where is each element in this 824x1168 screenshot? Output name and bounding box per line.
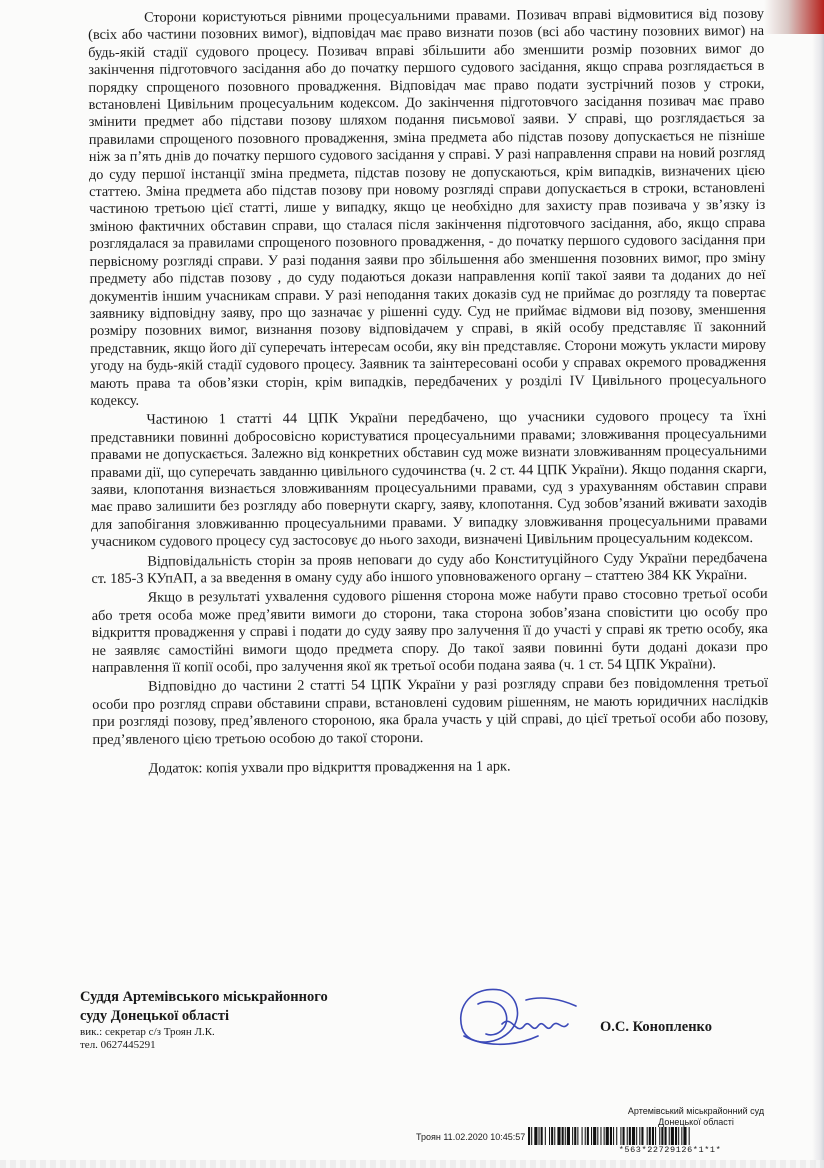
barcode-bar (587, 1127, 589, 1145)
barcode-bar (623, 1127, 625, 1145)
barcode-bar (591, 1127, 592, 1145)
barcode-bar (620, 1127, 621, 1145)
footer-user-stamp: Троян 11.02.2020 10:45:57 (416, 1132, 526, 1142)
barcode-bar (582, 1127, 583, 1145)
paragraph-2: Частиною 1 статті 44 ЦПК України передбачено, що учасники судового процесу та їхні представники повинні добросовісно користуватися процесуальними правами; зловживання процесуальними правами не допускається. Залежно від конкретних обставин суд може визнати зловживанням процесуальними правами дії, що суперечать завданню цивільного судочинства (ч. 2 ст. 44 ЦПК України). Якщо подання скарги, заяви, клопотання визнається зловживанням процесуальними правами, суд з урахуванням обставин справи має право залишити без розгляду або повернути скаргу, заяву, клопотання. Суд зобов’язаний вживати заходів для запобігання зловживанню процесуальними правами. У випадку зловживання процесуальними правами учасником судового процесу суд застосовує до нього заходи, визначені Цивільним процесуальним кодексом. (90, 408, 768, 551)
barcode-bar (539, 1127, 540, 1145)
barcode-bar (554, 1127, 555, 1145)
barcode-bar (616, 1127, 617, 1145)
barcode-bar (600, 1127, 601, 1145)
barcode-bar (671, 1127, 674, 1145)
barcode-bar (606, 1127, 609, 1145)
barcode-bar (574, 1127, 576, 1145)
barcode-bar (541, 1127, 543, 1145)
barcode-bar (597, 1127, 598, 1145)
barcode-bar (572, 1127, 573, 1145)
barcode-bar (652, 1127, 654, 1145)
scan-edge-right (812, 0, 824, 1168)
barcode-bar (636, 1127, 637, 1145)
barcode-bar (641, 1127, 643, 1145)
barcode-bar (647, 1127, 648, 1145)
footer-court-stamp (588, 1106, 804, 1128)
barcode-icon (528, 1127, 800, 1145)
footer-court-line2: Донецької області (658, 1117, 734, 1127)
barcode-bar (649, 1127, 651, 1145)
barcode-bar (549, 1127, 550, 1145)
barcode-bar (565, 1127, 566, 1145)
paragraph-1: Сторони користуються рівними процесуальними правами. Позивач вправі відмовитися від позову (всіх або частини позовних вимог), відповідач має право визнати позов (всі або частину позовних вимог) на будь-якій стадії судового процесу. Позивач вправі збільшити або зменшити розмір позовних вимог до закінчення підготовчого засідання або до початку першого судового засідання, якщо справа розглядається в порядку спрощеного позовного провадження. Відповідач має право подати зустрічний позов у строки, встановлені Цивільним процесуальним кодексом. До закінчення підготовчого засідання позивач має право змінити предмет або підстави позову шляхом подання письмової заяви. У справі, що розглядається за правилами спрощеного позовного провадження, зміна предмета або підстав позову допускається не пізніше ніж за п’ять днів до початку першого судового засідання у справі. У разі направлення справи на новий розгляд до суду першої інстанції зміна предмета, підстав позову не допускаються, крім випадків, визначених цією статтею. Зміна предмета або підстав позову при новому розгляді справи допускається в строки, встановлені частиною третьою цієї статті, лише у випадку, якщо це необхідно для захисту прав позивача у зв’язку із зміною фактичних обставин справи, що сталася після закінчення підготовчого засідання, або, якщо справа розглядалася за правилами спрощеного позовного провадження, - до початку першого судового засідання при первісному розгляді справи. У разі подання заяви про збільшення або зменшення позовних вимог, про зміну предмету або підстав позову , до суду подаються докази направлення копії такої заяви та доданих до неї документів іншим учасникам справи. У разі неподання таких доказів суд не приймає до розгляду та повертає заявнику відповідну заяву, про що зазначає у рішенні суду. Суд не приймає відмови від позову, зменшення розміру позовних вимог, визнання позову відповідачем у справі, в якій особу представляє її законний представник, якщо його дії суперечать інтересам особи, яку він представляє. Сторони можуть укласти мирову угоду на будь-якій стадії судового процесу. Заявник та заінтересовані особи у справах окремого провадження мають права та обов’язки сторін, крім випадків, передбачених у розділі IV Цивільного процесуального кодексу. (88, 5, 767, 409)
barcode-bar (613, 1127, 614, 1145)
judge-title-line2: суду Донецької області (80, 1008, 230, 1024)
paragraph-5: Відповідно до частини 2 статті 54 ЦПК України у разі розгляду справи без повідомлення третьої особи про розгляд справи обставини справи, встановлені судовим рішенням, не мають юридичних наслідків при розгляді позову, пред’явленого стороною, яка брала участь у цій справі, до цієї третьої особи або позову, пред’явленого цією третьою особою до такої сторони. (92, 675, 769, 748)
barcode-bar (604, 1127, 605, 1145)
phone-line: тел. 0627445291 (80, 1039, 156, 1051)
barcode-bar (551, 1127, 553, 1145)
scan-edge-bottom (0, 1160, 824, 1168)
appendix-line: Додаток: копія ухвали про відкриття провадження на 1 арк. (148, 758, 511, 777)
barcode-bar (528, 1127, 530, 1145)
signature-block (80, 988, 780, 1068)
barcode-bar (639, 1127, 640, 1145)
barcode-bar (610, 1127, 612, 1145)
barcode-code: *563*22729126*1*1* (618, 1145, 722, 1155)
barcode-bar (655, 1127, 656, 1145)
barcode-bar (669, 1127, 670, 1145)
barcode-bar (632, 1127, 635, 1145)
barcode-bar (577, 1127, 578, 1145)
barcode-bar (557, 1127, 560, 1145)
paragraph-4: Якщо в результаті ухвалення судового рішення сторона може набути право стосовно третьої особи або третя особа може пред’явити вимоги до сторони, така сторона зобов’язана сповістити цю особу про відкриття провадження у справі і подати до суду заяву про залучення її до участі у справі як третю особу, яка не заявляє самостійні вимоги щодо предмета спору. До такої заяви повинні бути додані докази про направлення її копії особі, про залучення якої як третьої особи подана заява (ч. 1 ст. 54 ЦПК України). (91, 586, 768, 677)
barcode-bar (545, 1127, 546, 1145)
barcode-bar (627, 1127, 628, 1145)
paragraph-3: Відповідальність сторін за прояв неповаги до суду або Конституційного Суду України передбачена ст. 185-3 КУпАП, а за введення в оману суду або іншого уповноваженого органу – статтею 384 КК України. (91, 549, 768, 587)
barcode-bar (567, 1127, 570, 1145)
barcode-bar (562, 1127, 564, 1145)
judge-name: О.С. Конопленко (600, 1019, 712, 1035)
barcode-bar (678, 1127, 679, 1145)
footer-court-line1: Артемівський міськрайонний суд (627, 1106, 765, 1116)
barcode-bar (585, 1127, 586, 1145)
barcode-bar (629, 1127, 631, 1145)
barcode-bar (531, 1127, 532, 1145)
barcode-bar (593, 1127, 596, 1145)
barcode-bar (661, 1127, 663, 1145)
barcode-bar (683, 1127, 686, 1145)
document-body (88, 6, 769, 779)
barcode-bar (681, 1127, 682, 1145)
handwritten-signature-icon (442, 976, 612, 1056)
barcode-bar (659, 1127, 660, 1145)
barcode-bar (665, 1127, 667, 1145)
executor-line: вик.: секретар с/з Троян Л.К. (80, 1026, 215, 1038)
barcode-bar (675, 1127, 677, 1145)
barcode-bar (689, 1127, 690, 1145)
barcode-bar (534, 1127, 537, 1145)
scan-edge-corner (764, 0, 824, 34)
judge-title-line1: Суддя Артемівського міськрайонного (80, 989, 328, 1005)
